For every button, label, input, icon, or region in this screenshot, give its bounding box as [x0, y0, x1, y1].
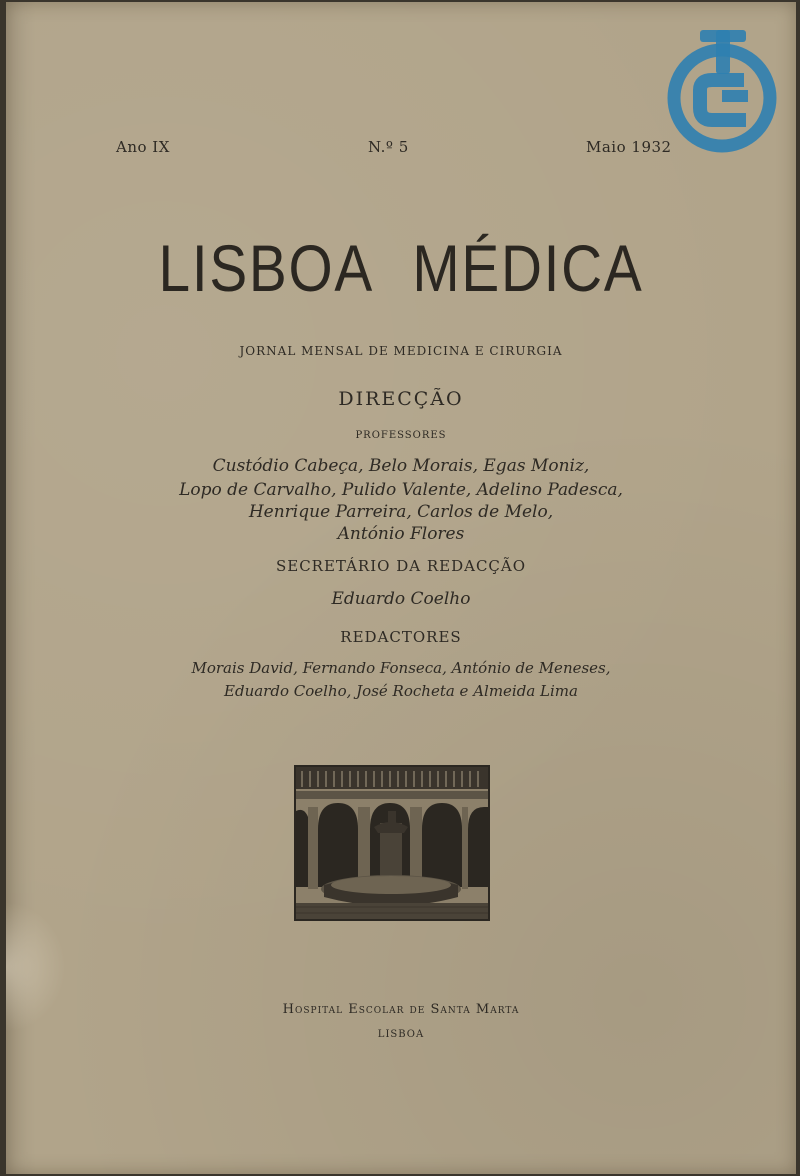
professors-label: PROFESSORES	[355, 430, 447, 441]
year-label: Ano IX	[116, 138, 170, 156]
journal-title: LISBOA MÉDICA	[158, 231, 644, 305]
library-stamp-icon	[666, 28, 784, 158]
professors-line: Henrique Parreira, Carlos de Melo,	[248, 502, 554, 522]
professors-line: Custódio Cabeça, Belo Morais, Egas Moniz,	[212, 456, 590, 476]
editors-line: Morais David, Fernando Fonseca, António de Meneses,	[191, 659, 611, 677]
issue-date: Maio 1932	[586, 138, 672, 156]
journal-subtitle: JORNAL MENSAL DE MEDICINA E CIRURGIA	[239, 344, 563, 358]
secretary-heading: SECRETÁRIO DA REDACÇÃO	[275, 557, 527, 575]
issue-number: N.º 5	[368, 138, 409, 156]
publisher-city: LISBOA	[377, 1029, 425, 1040]
publisher-name: Hospital Escolar de Santa Marta	[282, 1002, 520, 1017]
editors-heading: REDACTORES	[340, 628, 462, 646]
professors-line: Lopo de Carvalho, Pulido Valente, Adelino Padesca,	[179, 480, 623, 500]
journal-cover	[6, 2, 796, 1174]
professors-line: António Flores	[337, 524, 465, 544]
cloister-engraving-icon	[294, 765, 490, 921]
secretary-name: Eduardo Coelho	[331, 589, 471, 609]
editors-line: Eduardo Coelho, José Rocheta e Almeida Lima	[224, 682, 578, 700]
direction-heading: DIRECÇÃO	[338, 388, 464, 410]
